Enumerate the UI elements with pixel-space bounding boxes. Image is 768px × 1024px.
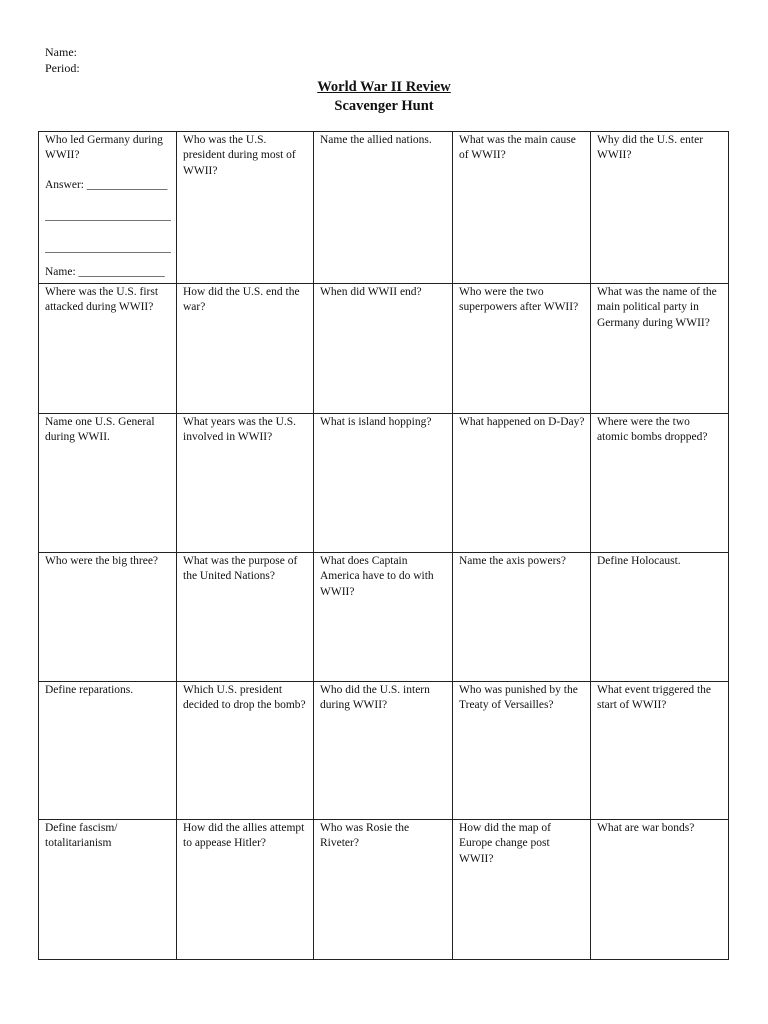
question-cell[interactable]: Who were the big three?	[39, 553, 177, 682]
question-cell[interactable]: What was the purpose of the United Nations?	[177, 553, 314, 682]
question-cell[interactable]: Who was the U.S. president during most of WWII?	[177, 132, 314, 284]
question-cell[interactable]: What was the name of the main political party in Germany during WWII?	[591, 284, 729, 414]
question-cell[interactable]: When did WWII end?	[314, 284, 453, 414]
question-cell[interactable]: What was the main cause of WWII?	[453, 132, 591, 284]
question-cell[interactable]: Which U.S. president decided to drop the bomb?	[177, 682, 314, 820]
question-cell[interactable]: What happened on D-Day?	[453, 414, 591, 553]
table-row	[39, 132, 729, 284]
student-header	[45, 44, 80, 76]
table-row	[39, 414, 729, 553]
table-row	[39, 682, 729, 820]
title-line-1: World War II Review	[317, 79, 451, 95]
question-cell[interactable]: Who were the two superpowers after WWII?	[453, 284, 591, 414]
question-cell[interactable]: How did the map of Europe change post WWII?	[453, 820, 591, 960]
question-cell[interactable]: Name the axis powers?	[453, 553, 591, 682]
question-cell[interactable]: Name the allied nations.	[314, 132, 453, 284]
question-cell[interactable]: Who did the U.S. intern during WWII?	[314, 682, 453, 820]
question-cell[interactable]: Why did the U.S. enter WWII?	[591, 132, 729, 284]
table-row	[39, 553, 729, 682]
answer-line: Answer: ______________	[45, 178, 168, 191]
question-cell[interactable]: What years was the U.S. involved in WWII?	[177, 414, 314, 553]
question-grid	[38, 131, 729, 960]
question-cell[interactable]: How did the U.S. end the war?	[177, 284, 314, 414]
table-row	[39, 284, 729, 414]
question-cell[interactable]: Define reparations.	[39, 682, 177, 820]
question-cell[interactable]: Where was the U.S. first attacked during WWII?	[39, 284, 177, 414]
blank-line: ______________________	[45, 210, 171, 223]
question-text: Who led Germany during WWII?	[45, 134, 163, 162]
table-row	[39, 820, 729, 960]
name-line: Name: _______________	[45, 266, 165, 279]
question-cell[interactable]: What are war bonds?	[591, 820, 729, 960]
question-cell[interactable]: Name one U.S. General during WWII.	[39, 414, 177, 553]
name-label: Name:	[45, 45, 77, 59]
question-cell-first[interactable]	[39, 132, 177, 284]
question-cell[interactable]: Where were the two atomic bombs dropped?	[591, 414, 729, 553]
question-cell[interactable]: What event triggered the start of WWII?	[591, 682, 729, 820]
question-cell[interactable]: What is island hopping?	[314, 414, 453, 553]
title-line-2: Scavenger Hunt	[334, 98, 434, 114]
period-label: Period:	[45, 61, 80, 75]
worksheet-title	[0, 78, 768, 116]
question-cell[interactable]: Define Holocaust.	[591, 553, 729, 682]
question-cell[interactable]: Define fascism/ totalitarianism	[39, 820, 177, 960]
question-cell[interactable]: Who was Rosie the Riveter?	[314, 820, 453, 960]
blank-line: ______________________	[45, 241, 171, 254]
question-cell[interactable]: Who was punished by the Treaty of Versailles?	[453, 682, 591, 820]
question-cell[interactable]: How did the allies attempt to appease Hitler?	[177, 820, 314, 960]
question-cell[interactable]: What does Captain America have to do with WWII?	[314, 553, 453, 682]
